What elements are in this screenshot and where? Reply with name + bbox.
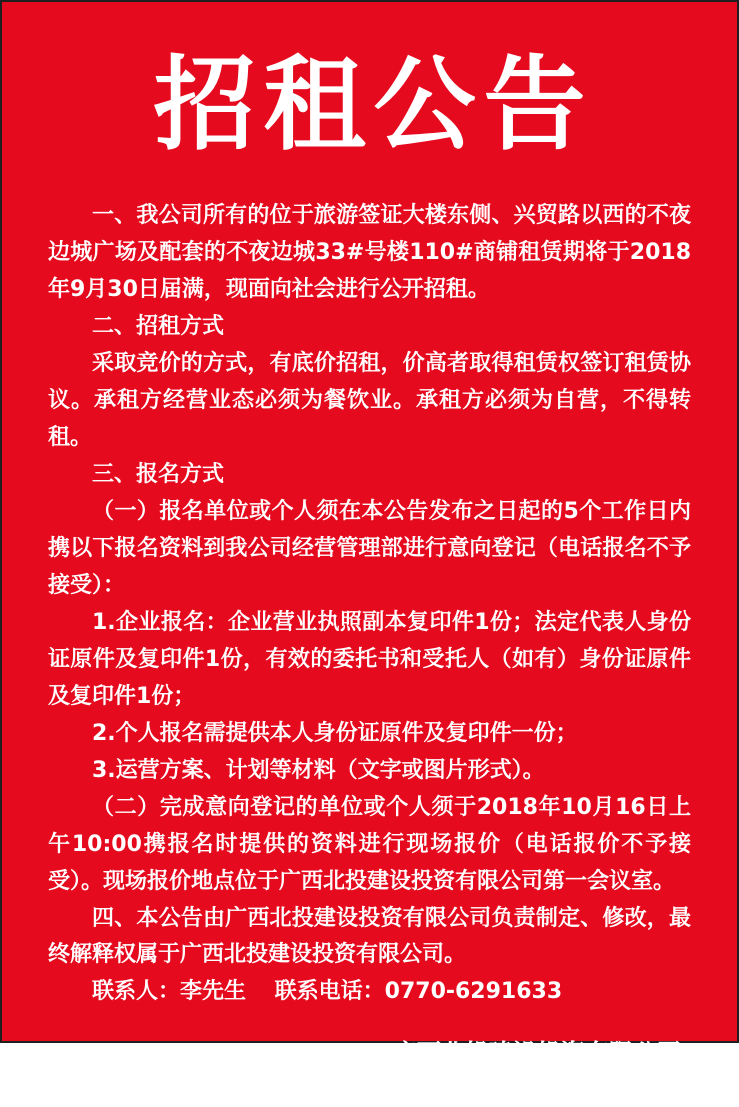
contact-phone-label: 联系电话：: [274, 979, 385, 1005]
paragraph-operation-plan: 3.运营方案、计划等材料（文字或图片形式）。: [92, 757, 545, 783]
contact-phone-number: 0770-6291633: [384, 979, 563, 1005]
section-heading-rental-method: 二、招租方式: [92, 314, 225, 340]
paragraph-onsite-bidding: （二）完成意向登记的单位或个人须于2018年10月16日上午10:00携报名时提供的资料进行现场报价（电话报价不予接受）。现场报价地点位于广西北投建设投资有限公司第一会议室。: [48, 794, 691, 894]
signature-date: 2018年9月30日: [442, 1075, 632, 1104]
announcement-body: [48, 198, 691, 1011]
paragraph-company-registration: 1.企业报名：企业营业执照副本复印件1份；法定代表人身份证原件及复印件1份，有效的委托书和受托人（如有）身份证原件及复印件1份；: [48, 609, 691, 709]
contact-person-label: 联系人：: [92, 979, 181, 1005]
signature-company-name: 广西北投建设投资有限公司: [393, 1039, 681, 1068]
section-heading-registration: 三、报名方式: [92, 462, 225, 488]
paragraph-registration-intro: （一）报名单位或个人须在本公告发布之日起的5个工作日内携以下报名资料到我公司经营管理部进行意向登记（电话报名不予接受）：: [48, 499, 691, 598]
poster-title: 招租公告: [153, 45, 594, 165]
contact-line: [48, 974, 691, 1011]
contact-person-name: 李先生: [180, 979, 247, 1005]
paragraph-individual-registration: 2.个人报名需提供本人身份证原件及复印件一份；: [92, 720, 578, 746]
paragraph-interpretation-rights: 四、本公告由广西北投建设投资有限公司负责制定、修改，最终解释权属于广西北投建设投资有限公司。: [48, 905, 691, 968]
paragraph-rental-method: 采取竞价的方式，有底价招租，价高者取得租赁权签订租赁协议。承租方经营业态必须为餐饮业。承租方必须为自营，不得转租。: [48, 351, 691, 451]
signature-block: [2, 1035, 737, 1107]
paragraph-property-intro: 一、我公司所有的位于旅游签证大楼东侧、兴贸路以西的不夜边城广场及配套的不夜边城33#号楼110#商铺租赁期将于2018年9月30日届满，现面向社会进行公开招租。: [48, 203, 691, 303]
